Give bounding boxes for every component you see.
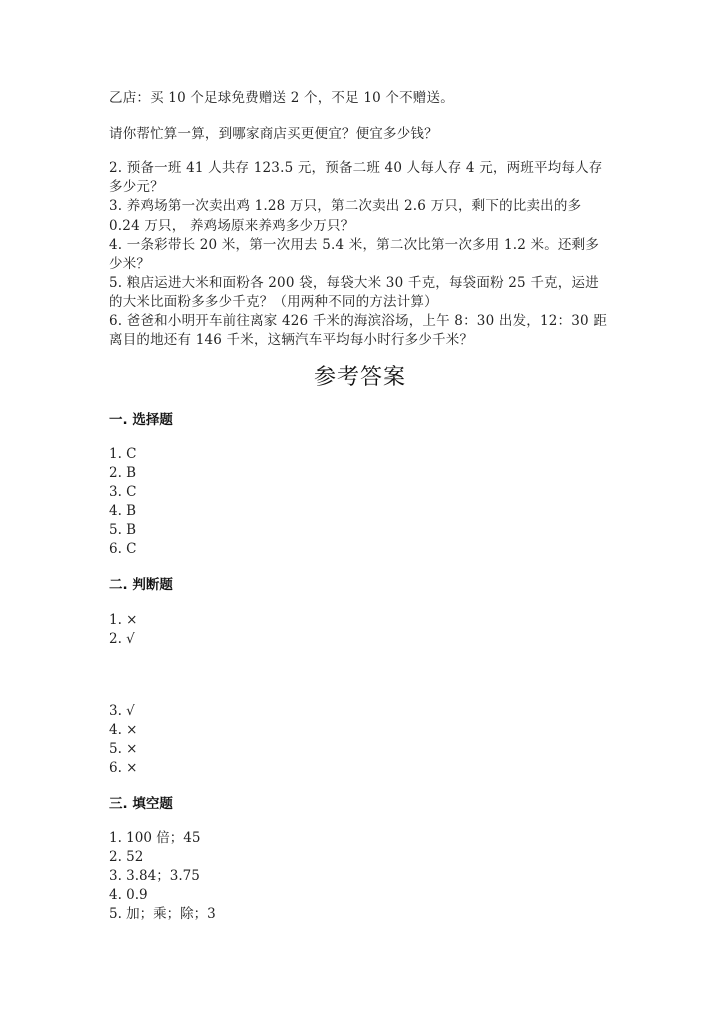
answer-item: 1. 100 倍；45 bbox=[109, 830, 201, 846]
shop-b-text: 乙店：买 10 个足球免费赠送 2 个，不足 10 个不赠送。 bbox=[109, 90, 454, 106]
question-4-line-1: 4. 一条彩带长 20 米，第一次用去 5.4 米，第二次比第一次多用 1.2 米。还剩多 bbox=[109, 237, 600, 253]
answer-item: 5. 加；乘；除；3 bbox=[109, 906, 216, 922]
question-prompt: 请你帮忙算一算，到哪家商店买更便宜？便宜多少钱？ bbox=[109, 126, 438, 142]
question-6-line-2: 离目的地还有 146 千米，这辆汽车平均每小时行多少千米？ bbox=[109, 332, 474, 348]
answer-item: 3. C bbox=[109, 484, 137, 500]
answer-item: 1. × bbox=[109, 612, 138, 628]
answer-item: 2. 52 bbox=[109, 849, 144, 865]
answer-item: 5. × bbox=[109, 741, 138, 757]
answer-item: 4. × bbox=[109, 722, 138, 738]
section-heading-judgement: 二. 判断题 bbox=[109, 577, 173, 593]
answer-item: 6. × bbox=[109, 760, 138, 776]
section-heading-fill-blank: 三. 填空题 bbox=[109, 796, 173, 812]
question-2-line-2: 多少元？ bbox=[109, 179, 164, 195]
answer-item: 2. √ bbox=[109, 631, 135, 647]
question-2-line-1: 2. 预备一班 41 人共存 123.5 元，预备二班 40 人每人存 4 元，两班平均每人存 bbox=[109, 160, 603, 176]
section-heading-choice: 一. 选择题 bbox=[109, 412, 173, 428]
question-4-line-2: 少米？ bbox=[109, 256, 151, 272]
answer-item: 4. 0.9 bbox=[109, 887, 148, 903]
question-5-line-1: 5. 粮店运进大米和面粉各 200 袋，每袋大米 30 千克，每袋面粉 25 千克，运进 bbox=[109, 275, 599, 291]
question-3-line-2: 0.24 万只， 养鸡场原来养鸡多少万只？ bbox=[109, 218, 355, 234]
answer-item: 5. B bbox=[109, 522, 137, 538]
question-6-line-1: 6. 爸爸和小明开车前往离家 426 千米的海滨浴场，上午 8：30 出发，12：30 距 bbox=[109, 313, 608, 329]
answer-item: 1. C bbox=[109, 446, 137, 462]
answer-item: 3. 3.84；3.75 bbox=[109, 868, 200, 884]
answer-item: 6. C bbox=[109, 541, 137, 557]
answer-item: 3. √ bbox=[109, 703, 135, 719]
question-3-line-1: 3. 养鸡场第一次卖出鸡 1.28 万只，第二次卖出 2.6 万只，剩下的比卖出的多 bbox=[109, 198, 582, 214]
answer-item: 4. B bbox=[109, 503, 137, 519]
answers-title: 参考答案 bbox=[313, 365, 406, 390]
question-5-line-2: 的大米比面粉多多少千克？（用两种不同的方法计算） bbox=[109, 294, 438, 310]
answer-item: 2. B bbox=[109, 465, 137, 481]
